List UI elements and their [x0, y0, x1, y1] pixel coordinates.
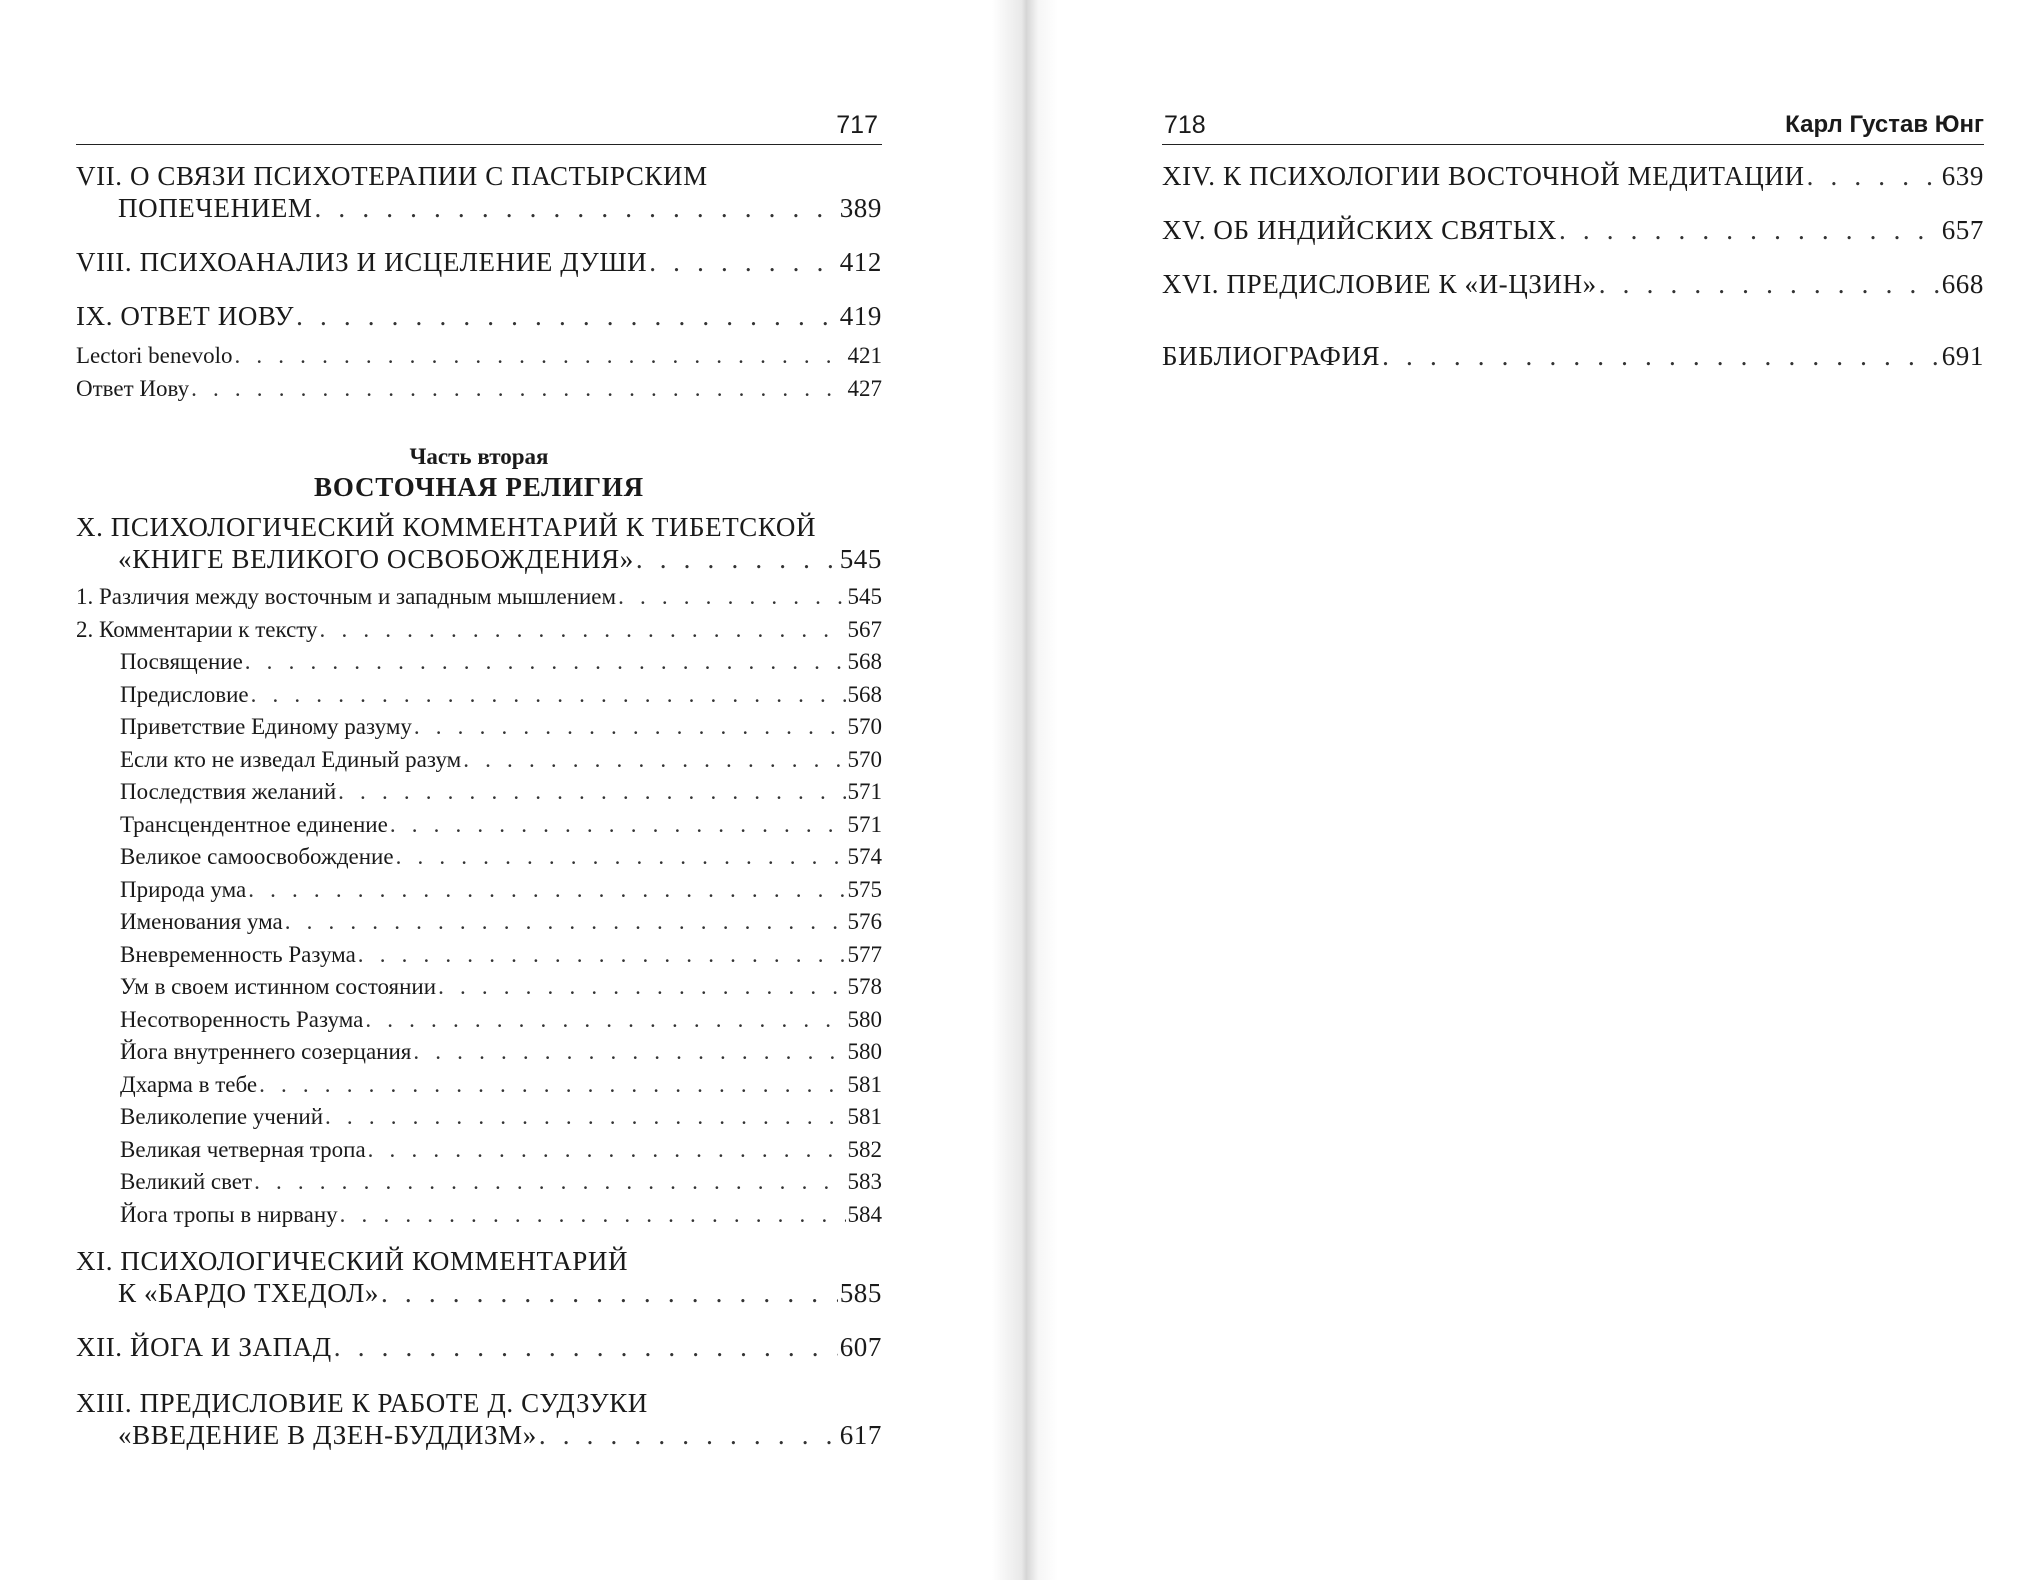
toc-page-number: 570	[847, 714, 882, 739]
toc-section	[76, 581, 882, 614]
toc-page-number: 427	[847, 375, 882, 401]
toc-title: Великая четверная тропа	[120, 1136, 366, 1162]
toc-subsection	[76, 744, 882, 777]
part-title: ВОСТОЧНАЯ РЕЛИГИЯ	[314, 472, 644, 502]
toc-page-number: 567	[847, 616, 882, 642]
leader-dots	[365, 1004, 845, 1037]
toc-page-number: 419	[839, 301, 882, 331]
toc-page-number: 576	[847, 909, 882, 934]
running-head: Карл Густав Юнг	[1785, 111, 1984, 138]
toc-page-number: 617	[839, 1420, 882, 1450]
toc-title: «КНИГЕ ВЕЛИКОГО ОСВОБОЖДЕНИЯ»	[118, 544, 634, 574]
toc-subsection	[76, 809, 882, 842]
toc-title: XII. ЙОГА И ЗАПАД	[76, 1332, 332, 1362]
leader-dots	[649, 246, 837, 278]
toc-title: ПОПЕЧЕНИЕМ	[118, 193, 313, 223]
leader-dots	[259, 1069, 845, 1102]
toc-page-number: 580	[847, 1039, 882, 1064]
table-of-contents	[76, 160, 882, 1451]
toc-subsection	[76, 776, 882, 809]
toc-title: «ВВЕДЕНИЕ В ДЗЕН-БУДДИЗМ»	[118, 1420, 537, 1450]
toc-chapter	[76, 160, 882, 224]
toc-subsection	[76, 1069, 882, 1102]
page-number: 717	[836, 111, 878, 139]
toc-title: XIII. ПРЕДИСЛОВИЕ К РАБОТЕ Д. СУДЗУКИ	[76, 1388, 648, 1418]
leader-dots	[381, 1277, 838, 1309]
toc-page-number: 575	[847, 876, 882, 902]
toc-title: Природа ума	[120, 876, 247, 902]
toc-page-number: 421	[847, 343, 882, 368]
leader-dots	[463, 744, 845, 777]
toc-subsection	[76, 971, 882, 1004]
leader-dots	[539, 1419, 838, 1451]
toc-title: Предисловие	[120, 681, 249, 707]
toc-title: Дхарма в тебе	[120, 1071, 258, 1097]
toc-section	[76, 340, 882, 373]
toc-page-number: 585	[839, 1278, 882, 1308]
toc-title: Трансцендентное единение	[120, 811, 388, 837]
toc-title: Если кто не изведал Единый разум	[120, 746, 462, 772]
toc-page-number: 570	[847, 746, 882, 772]
toc-subsection	[76, 646, 882, 679]
toc-subsection	[76, 711, 882, 744]
toc-subsection	[76, 939, 882, 972]
toc-page-number: 581	[847, 1071, 882, 1097]
toc-subsection	[76, 679, 882, 712]
toc-chapter	[1162, 214, 1984, 246]
toc-title: Lectori benevolo	[76, 343, 233, 368]
part-label: Часть вторая	[409, 444, 549, 469]
toc-chapter	[76, 300, 882, 332]
toc-page-number: 639	[1941, 161, 1984, 191]
toc-page-number: 581	[847, 1104, 882, 1129]
toc-page-number: 583	[847, 1169, 882, 1194]
toc-chapter	[1162, 340, 1984, 372]
toc-page-number: 691	[1941, 341, 1984, 371]
toc-title: X. ПСИХОЛОГИЧЕСКИЙ КОММЕНТАРИЙ К ТИБЕТСКОЙ	[76, 512, 817, 542]
leader-dots	[1382, 340, 1940, 372]
toc-title: Вневременность Разума	[120, 941, 356, 967]
leader-dots	[338, 776, 845, 809]
toc-page-number: 412	[839, 247, 882, 277]
toc-title: К «БАРДО ТХЕДОЛ»	[118, 1278, 380, 1308]
toc-title: 2. Комментарии к тексту	[76, 616, 318, 642]
toc-page-number: 571	[847, 779, 882, 804]
toc-subsection	[76, 1134, 882, 1167]
toc-page-number: 580	[847, 1006, 882, 1032]
toc-title: БИБЛИОГРАФИЯ	[1162, 341, 1381, 371]
toc-title: XVI. ПРЕДИСЛОВИЕ К «И-ЦЗИН»	[1162, 269, 1597, 299]
toc-title: Именования ума	[120, 909, 283, 934]
leader-dots	[1599, 268, 1940, 300]
toc-page-number: 657	[1941, 215, 1984, 245]
page-header	[1162, 110, 1984, 145]
leader-dots	[390, 809, 846, 842]
toc-page-number: 568	[847, 649, 882, 674]
leader-dots	[325, 1101, 845, 1134]
leader-dots	[285, 906, 846, 939]
leader-dots	[320, 614, 846, 647]
toc-chapter	[76, 1387, 882, 1451]
toc-title: Ум в своем истинном состоянии	[120, 974, 437, 999]
toc-subsection	[76, 1036, 882, 1069]
toc-subsection	[76, 1004, 882, 1037]
leader-dots	[254, 1166, 845, 1199]
toc-title: VIII. ПСИХОАНАЛИЗ И ИСЦЕЛЕНИЕ ДУШИ	[76, 247, 648, 277]
toc-title: XV. ОБ ИНДИЙСКИХ СВЯТЫХ	[1162, 215, 1557, 245]
leader-dots	[296, 300, 838, 332]
toc-section	[76, 614, 882, 647]
toc-title: IX. ОТВЕТ ИОВУ	[76, 301, 295, 331]
toc-title: 1. Различия между восточным и западным мышлением	[76, 584, 617, 609]
toc-page-number: 545	[847, 584, 882, 609]
leader-dots	[414, 711, 846, 744]
toc-subsection	[76, 841, 882, 874]
toc-page-number: 389	[839, 193, 882, 223]
toc-chapter	[76, 1245, 882, 1309]
leader-dots	[315, 192, 838, 224]
leader-dots	[438, 971, 845, 1004]
toc-title: Ответ Иову	[76, 375, 190, 401]
toc-chapter	[76, 1331, 882, 1363]
toc-title: Последствия желаний	[120, 779, 337, 804]
toc-page-number: 668	[1941, 269, 1984, 299]
part-heading	[76, 443, 882, 503]
toc-subsection	[76, 1199, 882, 1232]
leader-dots	[1807, 160, 1940, 192]
leader-dots	[413, 1036, 845, 1069]
toc-page-number: 545	[839, 544, 882, 574]
toc-page-number: 571	[847, 811, 882, 837]
toc-page-number: 578	[847, 974, 882, 999]
leader-dots	[368, 1134, 846, 1167]
leader-dots	[636, 543, 838, 575]
leader-dots	[1559, 214, 1940, 246]
toc-subsection	[76, 1101, 882, 1134]
page-number: 718	[1164, 111, 1206, 139]
toc-title: Великий свет	[120, 1169, 253, 1194]
toc-chapter	[1162, 160, 1984, 192]
toc-title: VII. О СВЯЗИ ПСИХОТЕРАПИИ С ПАСТЫРСКИМ	[76, 161, 708, 191]
toc-page-number: 582	[847, 1136, 882, 1162]
leader-dots	[251, 679, 846, 712]
toc-chapter	[1162, 268, 1984, 300]
toc-title: Йога тропы в нирвану	[120, 1201, 338, 1227]
toc-title: Несотворенность Разума	[120, 1006, 364, 1032]
toc-title: XIV. К ПСИХОЛОГИИ ВОСТОЧНОЙ МЕДИТАЦИИ	[1162, 161, 1805, 191]
toc-title: Великолепие учений	[120, 1104, 324, 1129]
leader-dots	[340, 1199, 846, 1232]
toc-chapter	[76, 511, 882, 575]
toc-subsection	[76, 906, 882, 939]
leader-dots	[358, 939, 846, 972]
toc-page-number: 574	[847, 844, 882, 869]
toc-page-number: 568	[847, 681, 882, 707]
leader-dots	[334, 1331, 838, 1363]
toc-section	[76, 373, 882, 406]
toc-title: Йога внутреннего созерцания	[120, 1039, 412, 1064]
left-page	[0, 0, 1020, 1580]
leader-dots	[191, 373, 845, 406]
leader-dots	[396, 841, 846, 874]
toc-title: Посвящение	[120, 649, 243, 674]
toc-title: Великое самоосвобождение	[120, 844, 394, 869]
table-of-contents	[1162, 160, 1984, 372]
page-header	[76, 110, 882, 145]
leader-dots	[618, 581, 845, 614]
toc-title: Приветствие Единому разуму	[120, 714, 412, 739]
right-page	[1020, 0, 2042, 1580]
leader-dots	[245, 646, 846, 679]
toc-subsection	[76, 874, 882, 907]
toc-page-number: 584	[847, 1201, 882, 1227]
toc-subsection	[76, 1166, 882, 1199]
toc-title: XI. ПСИХОЛОГИЧЕСКИЙ КОММЕНТАРИЙ	[76, 1246, 629, 1276]
toc-page-number: 607	[839, 1332, 882, 1362]
toc-chapter	[76, 246, 882, 278]
toc-page-number: 577	[847, 941, 882, 967]
leader-dots	[248, 874, 845, 907]
leader-dots	[234, 340, 845, 373]
